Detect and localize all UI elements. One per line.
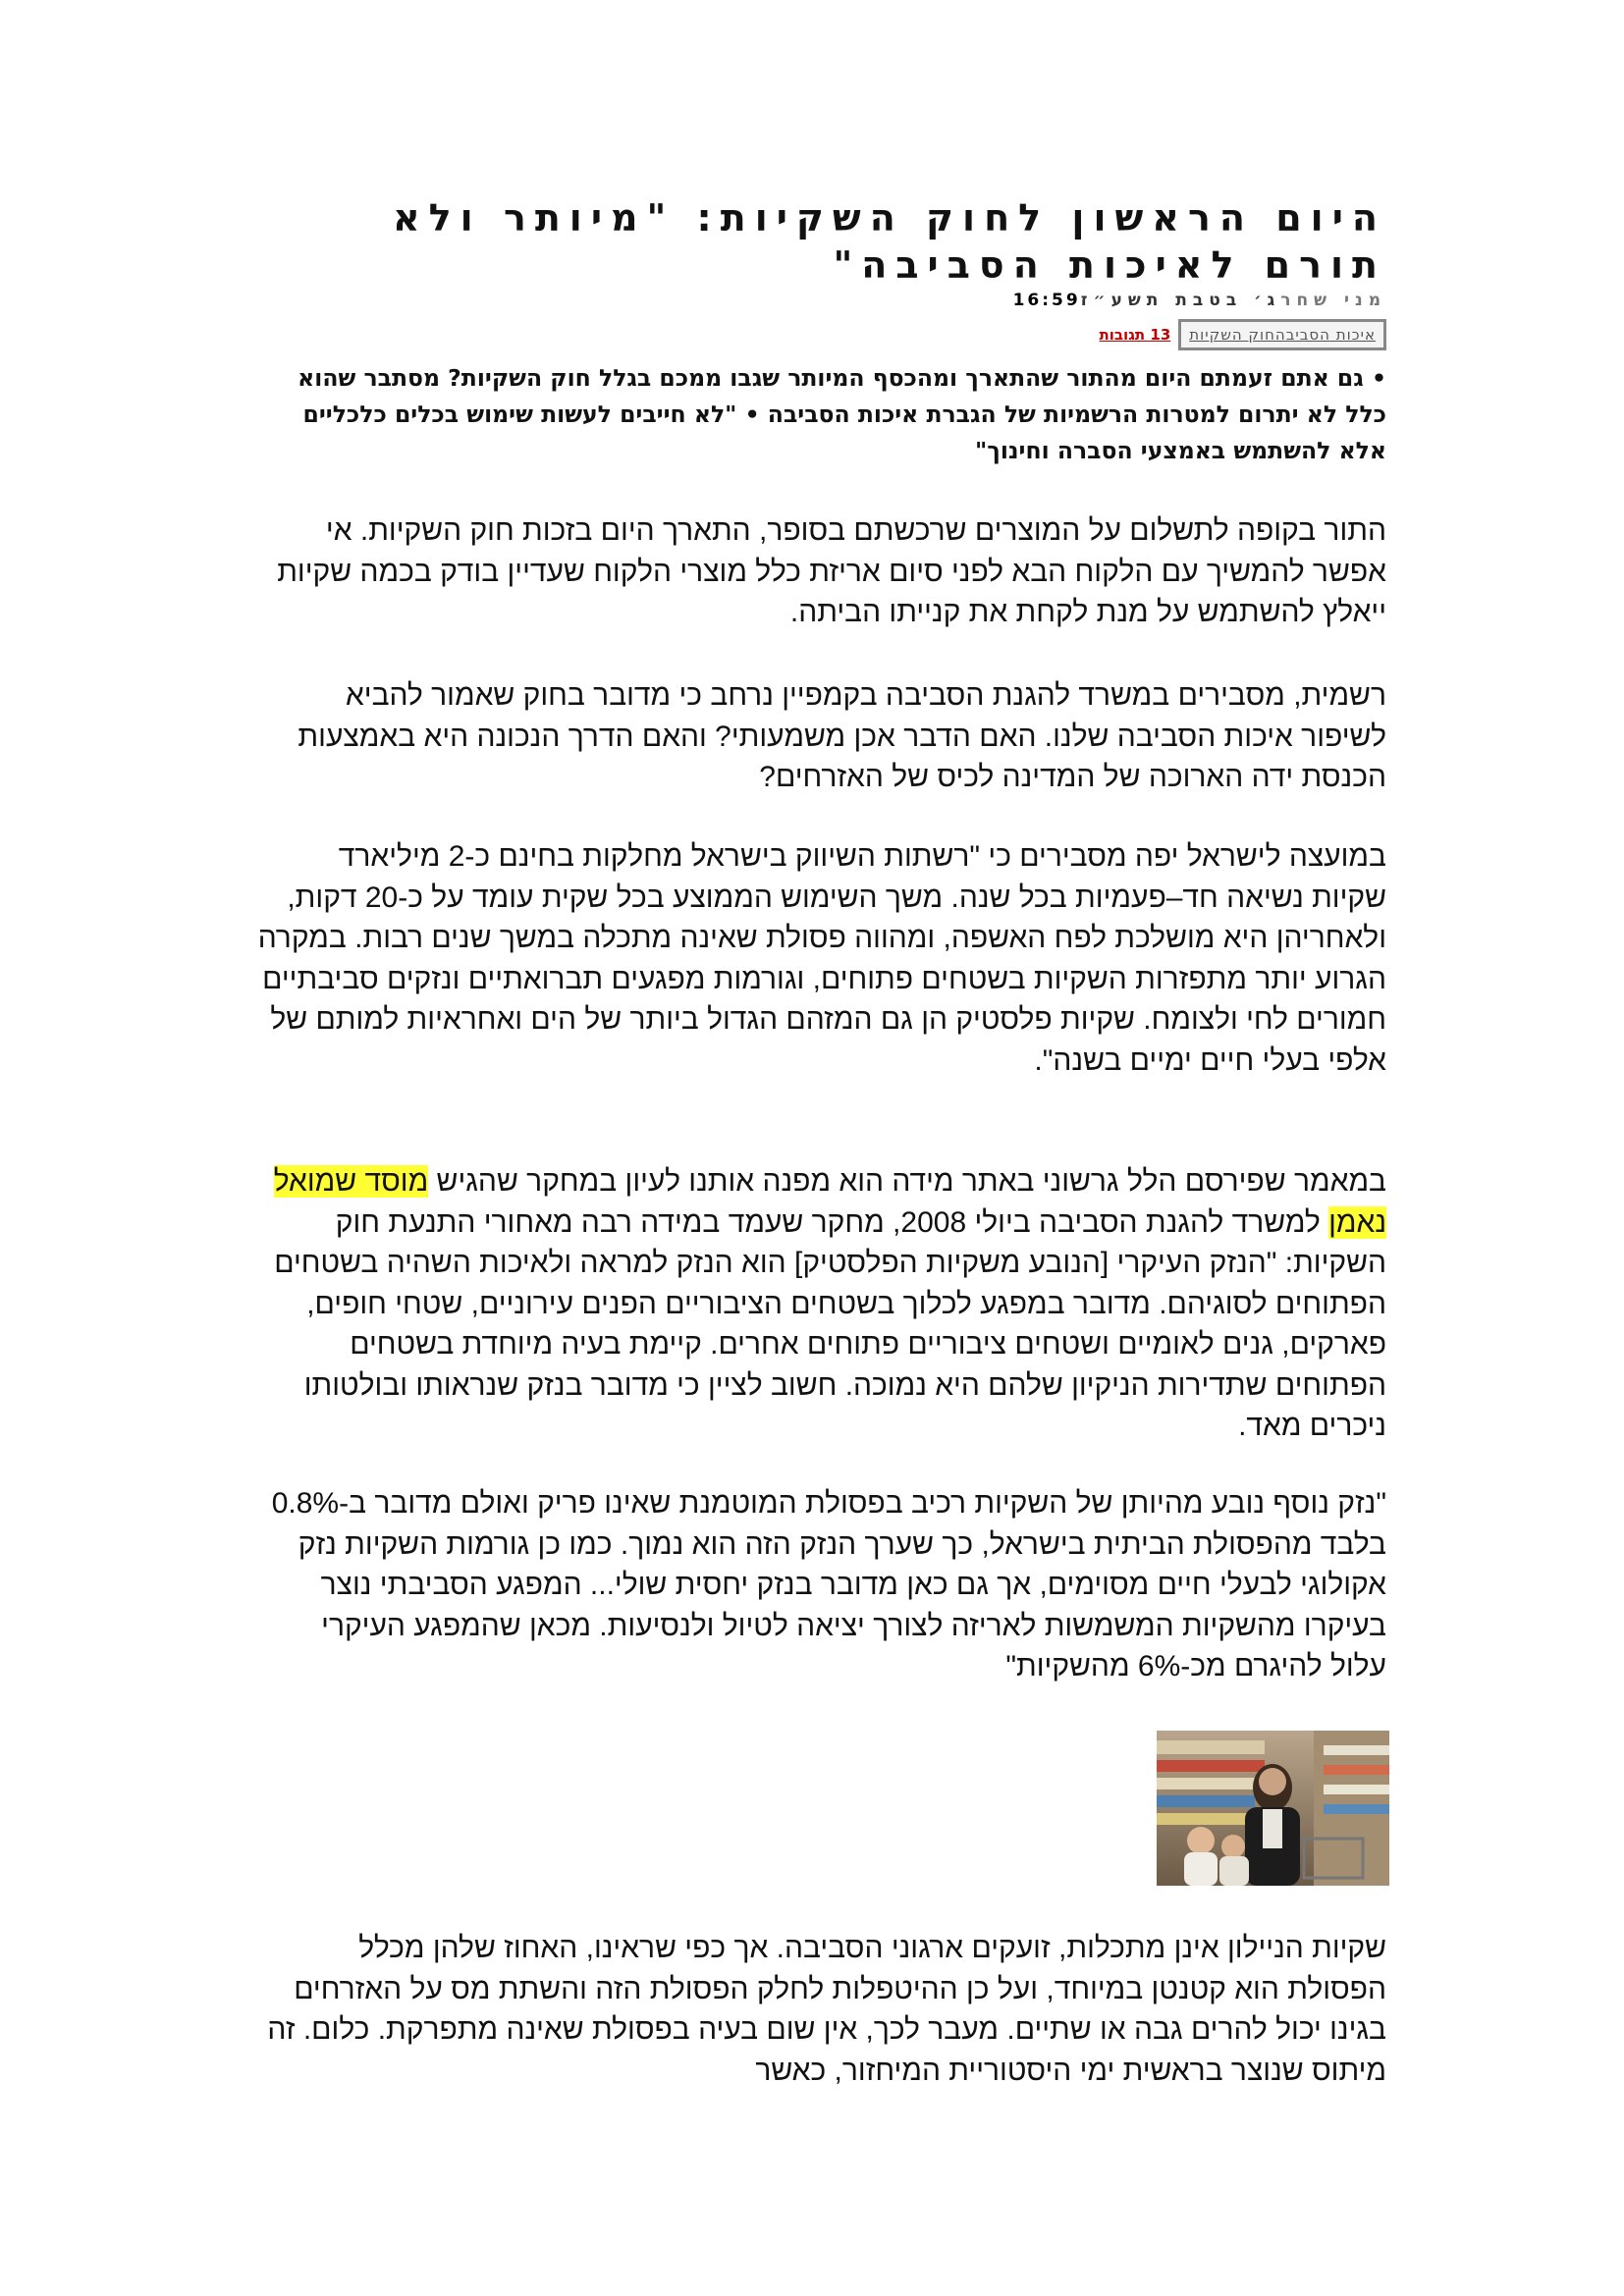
paragraph-2: רשמית, מסבירים במשרד להגנת הסביבה בקמפיין נרחב כי מדובר בחוק שאמור להביא לשיפור איכות הסביבה שלנו. האם הדבר אכן משמעותי? והאם הדרך הנכונה היא באמצעות הכנסת ידה הארוכה של המדינה לכיס של האזרחים? [298,679,1386,793]
byline-date: ג׳ בטבת תשע״ז [1080,291,1281,310]
article-byline [797,291,1386,310]
paragraph-1: התור בקופה לתשלום על המוצרים שרכשתם בסופר, התארך היום בזכות חוק השקיות. אי אפשר להמשיך עם הלקוח הבא לפני סיום אריזת כלל מוצרי הלקוח שעדיין בודק בכמה שקיות ייאלץ להשתמש על מנת לקחת את קנייתו הביתה. [277,514,1386,628]
article-meta-row [1096,319,1386,350]
tags-link[interactable]: איכות הסביבהחוק השקיות [1178,319,1386,350]
supermarket-photo-image [1157,1731,1389,1886]
highlighted-institute-name: מוסד שמואל נאמן [273,1165,1386,1239]
article-title: היום הראשון לחוק השקיות: "מיותר ולא תורם לאיכות הסביבה" [393,196,1386,287]
article-lead: • גם אתם זעמתם היום מהתור שהתארך ומהכסף המיותר שגבו ממכם בגלל חוק השקיות? מסתבר שהוא כלל לא יתרום למטרות הרשמיות של הגברת איכות הסביבה • "לא חייבים לעשות שימוש בכלים כלכליים אלא להשתמש באמצעי הסברה וחינוך" [298,364,1386,464]
paragraph-5: "נזק נוסף נובע מהיותן של השקיות רכיב בפסולת המוטמנת שאינו פריק ואולם מדובר ב-0.8% בלבד מהפסולת הביתית בישראל, כך שערך הנזק הזה הוא נמוך. כמו כן גורמות השקיות נזק אקולוגי לבעלי חיים מסוימים, אך גם כאן מדובר בנזק יחסית שולי... המפגע הסביבתי נוצר בעיקרו מהשקיות המשמשות לאריזה לצורך יציאה לטיול ולנסיעות. מכאן שהמפגע העיקרי עלול להיגרם מכ-6% מהשקיות" [271,1487,1386,1682]
paragraph-3: במועצה לישראל יפה מסבירים כי "רשתות השיווק בישראל מחלקות בחינם כ-2 מיליארד שקיות נשיאה חד–פעמיות בכל שנה. משך השימוש הממוצע בכל שקית עומד על כ-20 דקות, ולאחריהן היא מושלכת לפח האשפה, ומהווה פסולת שאינה מתכלה במשך שנים רבות. במקרה הגרוע יותר מתפזרות השקיות בשטחים פתוחים, וגורמות מפגעים תברואתיים ונזקים סביבתיים חמורים לחי ולצומח. שקיות פלסטיק הן גם המזהם הגדול ביותר של הים ואחראיות למותם של אלפי בעלי חיים ימיים בשנה". [257,840,1386,1077]
byline-author: מני שחר [1280,291,1386,310]
paragraph-4-start: במאמר שפירסם הלל גרשוני באתר מידה הוא מפנה אותנו לעיון במחקר שהגיש [428,1165,1386,1198]
paragraph-4-rest: למשרד להגנת הסביבה ביולי 2008, מחקר שעמד במידה רבה מאחורי התנעת חוק השקיות: "הנזק העיקרי [הנובע משקיות הפלסטיק] הוא הנזק למראה ולאיכות השהיה בשטחים הפתוחים לסוגיהם. מדובר במפגע לכלוך בשטחים הציבוריים הפנים עירוניים, שטחי חופים, פארקים, גנים לאומיים ושטחים ציבוריים פתוחים אחרים. קיימת בעיה מיוחדת בשטחים הפתוחים שתדירות הניקיון שלהם היא נמוכה. חשוב לציין כי מדובר בנזק שנראותו ובולטותו ניכרים מאד. [274,1205,1386,1442]
supermarket-photo [1157,1731,1389,1886]
responses-link[interactable]: 13 תגובות [1099,326,1171,344]
paragraph-6: שקיות הניילון אינן מתכלות, זועקים ארגוני הסביבה. אך כפי שראינו, האחוז שלהן מכלל הפסולת הוא קטנטן במיוחד, ועל כן ההיטפלות לחלק הפסולת הזה והשתת מס על האזרחים בגינו יכול להרים גבה או שתיים. מעבר לכך, אין שום בעיה בפסולת שאינה מתפרקת. כלום. זה מיתוס שנוצר בראשית ימי היסטוריית המיחזור, כאשר [267,1932,1386,2087]
paragraph-4 [257,1161,1386,1447]
byline-time: 16:59 [1012,291,1081,310]
